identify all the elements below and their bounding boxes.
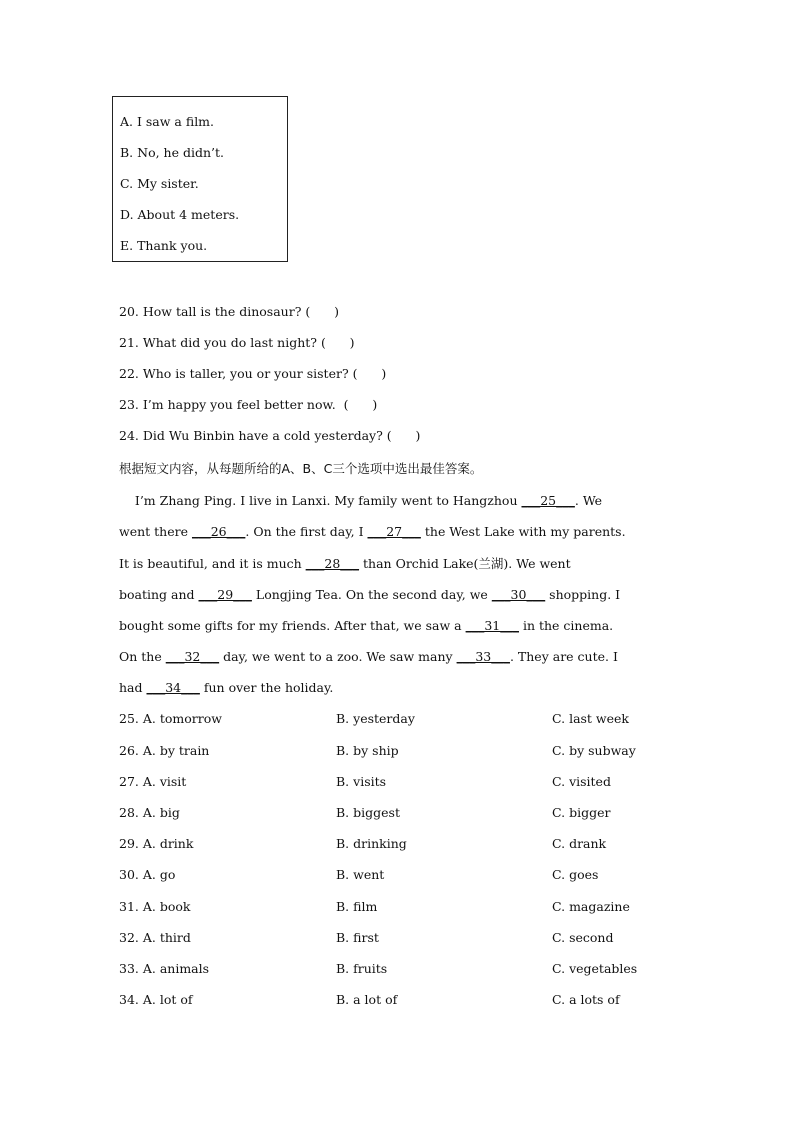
- passage-text: Longjing Tea. On the second day, we: [251, 587, 492, 602]
- passage-text: . We: [574, 493, 603, 508]
- answer-choices-box: [112, 96, 288, 262]
- blank-30: ___30___: [491, 587, 546, 602]
- option-a: 26. A. by train: [119, 743, 210, 758]
- passage-text: bought some gifts for my friends. After that, we saw a: [119, 618, 466, 633]
- passage-line-2: [119, 524, 626, 539]
- passage-text: boating and: [119, 587, 199, 602]
- blank-34: ___34___: [146, 680, 200, 695]
- passage-text: . They are cute. I: [509, 649, 618, 664]
- blank-32: ___32___: [165, 649, 220, 664]
- option-a: 34. A. lot of: [119, 992, 193, 1007]
- option-c: C. magazine: [552, 899, 630, 914]
- passage-text: had: [119, 680, 147, 695]
- question-20: 20. How tall is the dinosaur? ( ): [119, 304, 339, 319]
- option-a: 28. A. big: [119, 805, 180, 820]
- option-c: C. last week: [552, 711, 629, 726]
- option-c: C. by subway: [552, 743, 636, 758]
- choice-e: E. Thank you.: [120, 238, 208, 253]
- option-b: B. yesterday: [336, 711, 415, 726]
- option-c: C. vegetables: [552, 961, 638, 976]
- option-a: 32. A. third: [119, 930, 191, 945]
- option-c: C. goes: [552, 867, 599, 882]
- passage-line-6: [119, 649, 618, 664]
- passage-line-5: [119, 618, 613, 633]
- choice-a: A. I saw a film.: [120, 114, 215, 129]
- option-a: 27. A. visit: [119, 774, 187, 789]
- passage-line-7: [119, 680, 333, 695]
- passage-text: than Orchid Lake(兰湖). We went: [359, 556, 571, 571]
- option-b: B. film: [336, 899, 378, 914]
- question-23: 23. I’m happy you feel better now. ( ): [119, 397, 378, 412]
- passage-text: fun over the holiday.: [199, 680, 334, 695]
- option-b: B. by ship: [336, 743, 399, 758]
- passage-line-3: [119, 554, 571, 572]
- option-c: C. visited: [552, 774, 611, 789]
- question-22: 22. Who is taller, you or your sister? ( ): [119, 366, 387, 381]
- question-24: 24. Did Wu Binbin have a cold yesterday? ( ): [119, 428, 421, 443]
- option-a: 33. A. animals: [119, 961, 210, 976]
- passage-text: I’m Zhang Ping. I live in Lanxi. My family went to Hangzhou: [119, 493, 522, 508]
- passage-text: the West Lake with my parents.: [420, 524, 626, 539]
- option-c: C. second: [552, 930, 614, 945]
- passage-text: in the cinema.: [518, 618, 614, 633]
- blank-28: ___28___: [305, 556, 360, 571]
- passage-line-4: [119, 587, 620, 602]
- option-a: 31. A. book: [119, 899, 191, 914]
- question-21: 21. What did you do last night? ( ): [119, 335, 355, 350]
- blank-25: ___25___: [521, 493, 575, 508]
- passage-text: went there: [119, 524, 192, 539]
- option-c: C. a lots of: [552, 992, 620, 1007]
- option-c: C. drank: [552, 836, 607, 851]
- blank-31: ___31___: [465, 618, 519, 633]
- blank-33: ___33___: [456, 649, 510, 664]
- blank-27: ___27___: [367, 524, 421, 539]
- option-a: 29. A. drink: [119, 836, 194, 851]
- blank-26: ___26___: [191, 524, 246, 539]
- option-b: B. drinking: [336, 836, 407, 851]
- passage-line-1: [119, 493, 602, 508]
- option-b: B. visits: [336, 774, 387, 789]
- choice-c: C. My sister.: [120, 176, 199, 191]
- option-b: B. first: [336, 930, 379, 945]
- option-c: C. bigger: [552, 805, 611, 820]
- passage-text: . On the first day, I: [245, 524, 368, 539]
- option-b: B. fruits: [336, 961, 388, 976]
- section-instruction: 根据短文内容，从每题所给的A、B、C三个选项中选出最佳答案。: [119, 461, 483, 476]
- option-a: 25. A. tomorrow: [119, 711, 222, 726]
- passage-text: On the: [119, 649, 166, 664]
- option-b: B. biggest: [336, 805, 400, 820]
- choice-d: D. About 4 meters.: [120, 207, 240, 222]
- option-b: B. went: [336, 867, 385, 882]
- choice-b: B. No, he didn’t.: [120, 145, 224, 160]
- passage-text: shopping. I: [545, 587, 621, 602]
- option-b: B. a lot of: [336, 992, 398, 1007]
- option-a: 30. A. go: [119, 867, 176, 882]
- passage-text: day, we went to a zoo. We saw many: [219, 649, 457, 664]
- passage-text: It is beautiful, and it is much: [119, 556, 306, 571]
- blank-29: ___29___: [198, 587, 252, 602]
